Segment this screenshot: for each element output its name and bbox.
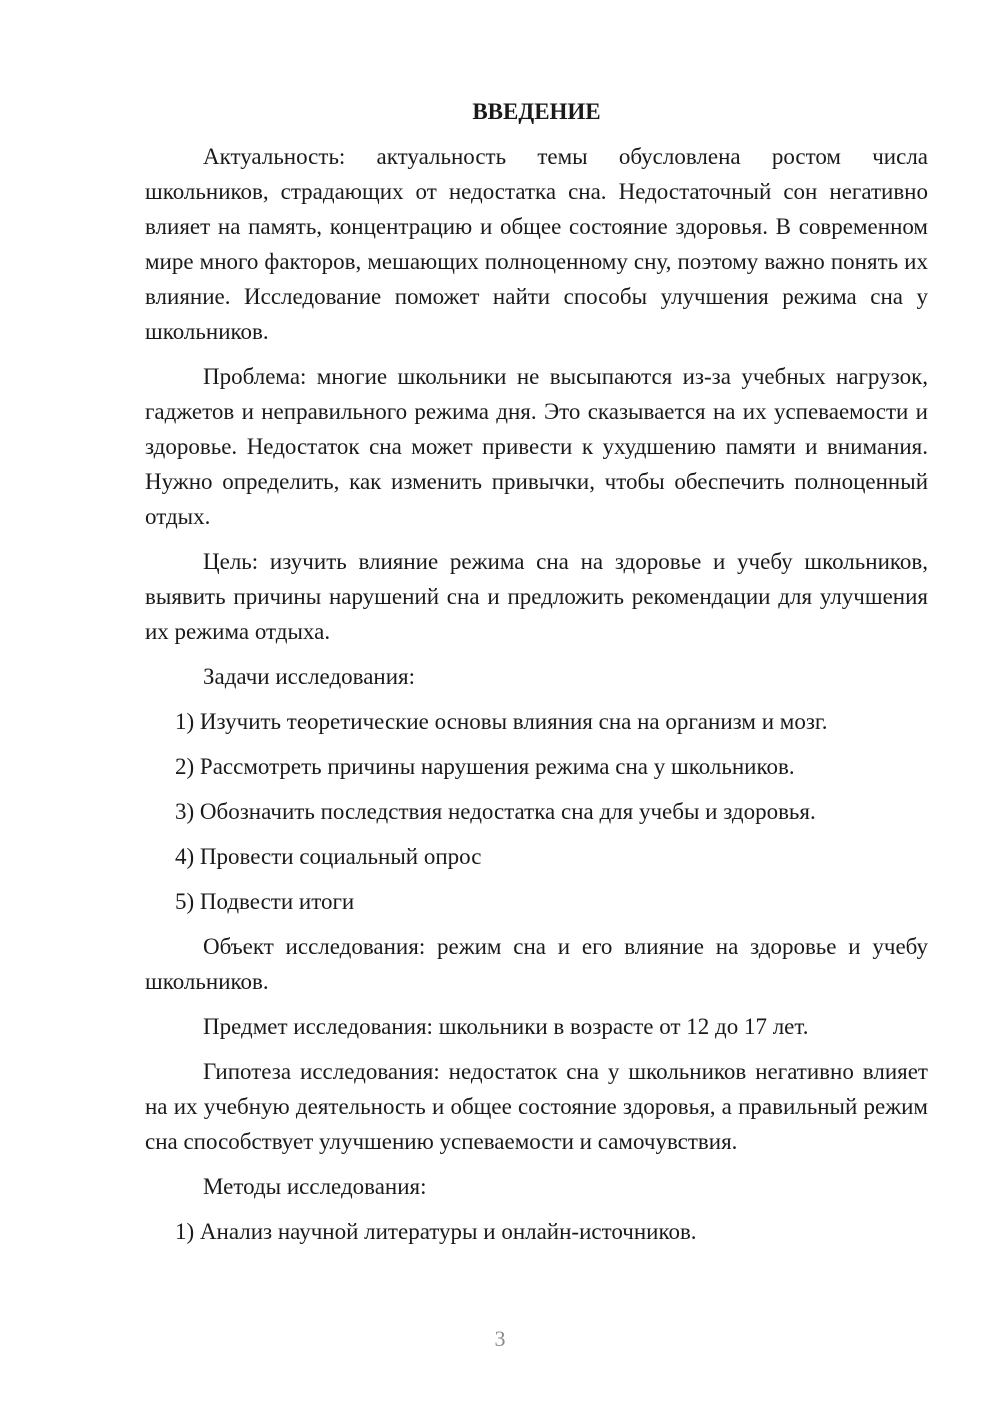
task-item: 5) Подвести итоги xyxy=(175,889,355,914)
paragraph-subject: Предмет исследования: школьники в возрасте от 12 до 17 лет. xyxy=(203,1014,809,1039)
paragraph-object: Объект исследования: режим сна и его влияние на здоровье и учебу школьников. xyxy=(145,934,928,994)
paragraph-hypothesis: Гипотеза исследования: недостаток сна у школьников негативно влияет на их учебную деятельность и общее состояние здоровья, а правильный режим сна способствует улучшению успеваемости и самочувствия. xyxy=(145,1059,928,1154)
document-page xyxy=(145,97,928,1249)
methods-heading: Методы исследования: xyxy=(203,1174,427,1199)
task-item: 1) Изучить теоретические основы влияния сна на организм и мозг. xyxy=(175,709,828,734)
paragraph-goal: Цель: изучить влияние режима сна на здоровье и учебу школьников, выявить причины нарушений сна и предложить рекомендации для улучшения их режима отдыха. xyxy=(145,549,928,644)
task-item: 4) Провести социальный опрос xyxy=(175,844,482,869)
task-item: 2) Рассмотреть причины нарушения режима сна у школьников. xyxy=(175,754,795,779)
tasks-heading: Задачи исследования: xyxy=(203,664,416,689)
section-title: ВВЕДЕНИЕ xyxy=(472,99,601,124)
page-number: 3 xyxy=(494,1326,506,1351)
task-item: 3) Обозначить последствия недостатка сна для учебы и здоровья. xyxy=(175,799,816,824)
paragraph-problem: Проблема: многие школьники не высыпаются из-за учебных нагрузок, гаджетов и неправильного режима дня. Это сказывается на их успеваемости и здоровье. Недостаток сна может привести к ухудшению памяти и внимания. Нужно определить, как изменить привычки, чтобы обеспечить полноценный отдых. xyxy=(145,364,928,529)
method-item: 1) Анализ научной литературы и онлайн-источников. xyxy=(175,1219,697,1244)
paragraph-relevance: Актуальность: актуальность темы обусловлена ростом числа школьников, страдающих от недостатка сна. Недостаточный сон негативно влияет на память, концентрацию и общее состояние здоровья. В современном мире много факторов, мешающих полноценному сну, поэтому важно понять их влияние. Исследование поможет найти способы улучшения режима сна у школьников. xyxy=(145,144,928,344)
